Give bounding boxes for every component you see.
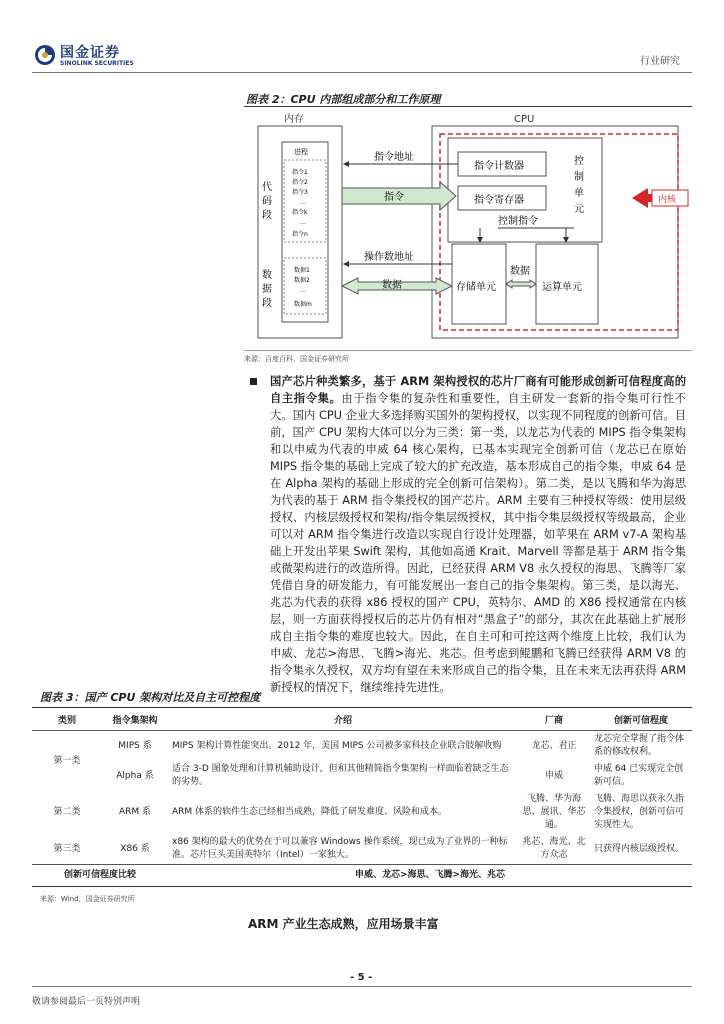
- table-row: [32, 834, 692, 865]
- cell-intro: ARM 体系的软件生态已经相当成熟，降低了研发难度、风险和成本。: [172, 807, 448, 817]
- paragraph-lead: 国产芯片种类繁多，基于 ARM 架构授权的芯片厂商有可能形成创新可信程度高的自主指令集。: [270, 375, 686, 405]
- control-unit-3: 单: [574, 188, 584, 199]
- ir-label: 指令寄存器: [474, 195, 524, 206]
- control-unit-1: 控: [574, 156, 584, 167]
- instr-3: 指令3: [292, 189, 308, 196]
- cell-trust: 申威 64 已实现完全创新可信。: [594, 764, 684, 787]
- cpu-architecture-table: [32, 709, 692, 887]
- data-seg-3: 段: [262, 298, 272, 309]
- instr-n: 指令n: [292, 231, 308, 238]
- cell-vendor: 飞腾、华为海思、展讯、华芯通。: [522, 794, 586, 830]
- instr-label: 指令: [384, 192, 404, 203]
- page-number: - 5 -: [350, 972, 373, 983]
- pc-label: 指令计数器: [474, 161, 524, 172]
- operand-addr-label: 操作数地址: [364, 252, 414, 263]
- code-seg-1: 代: [262, 182, 272, 193]
- data-label-2: 数据: [510, 266, 530, 277]
- instr-dots-2: …: [300, 219, 306, 226]
- figure-2-title: 图表 2：CPU 内部组成部分和工作原理: [246, 93, 441, 106]
- company-logo-icon: [34, 44, 56, 66]
- instr-1: 指令1: [292, 169, 308, 176]
- cpu-label: CPU: [514, 114, 535, 125]
- cell-category: 第二类: [53, 807, 81, 817]
- cell-trust: 只获得内核层级授权。: [594, 843, 685, 854]
- data-seg-1: 数: [262, 270, 272, 281]
- cell-vendor: 龙芯、君正: [531, 740, 577, 751]
- cell-trust: 飞腾、海思以获永久指令集授权，创新可信可实现性大。: [594, 794, 685, 830]
- table-header-row: [32, 709, 692, 731]
- code-seg-3: 段: [262, 210, 272, 221]
- cell-intro: 适合 3-D 图象处理和计算机辅助设计，但和其他精简指令集架构一样面临着缺乏生态的劣势。: [172, 764, 509, 787]
- table-summary-row: [32, 865, 692, 887]
- control-unit-4: 元: [574, 204, 584, 215]
- instr-k: 指令k: [292, 209, 308, 216]
- cell-arch: Alpha 系: [116, 770, 154, 781]
- data-seg-2: 据: [262, 284, 272, 295]
- data-label: 数据: [382, 280, 402, 291]
- figure-2-bottom-rule: [244, 350, 692, 351]
- body-paragraph: [270, 373, 686, 696]
- disclaimer-note: 敬请参阅最后一页特别声明: [32, 997, 141, 1007]
- col-header: 介绍: [168, 709, 518, 731]
- memory-label: 内存: [284, 114, 304, 125]
- cpu-diagram: [244, 108, 692, 348]
- core-label: 内核: [658, 195, 677, 205]
- header-divider: [32, 72, 692, 73]
- code-seg-2: 码: [262, 196, 272, 207]
- cell-intro: x86 架构的最大的优势在于可以兼容 Windows 操作系统，现已成为了业界的一种标准。芯片巨头美国英特尔（Intel）一家独大。: [172, 837, 508, 860]
- data-1: 数据1: [294, 267, 310, 274]
- cell-category: 第三类: [53, 843, 81, 854]
- process-label: 进程: [294, 148, 308, 156]
- bullet-square-icon: [250, 378, 257, 385]
- summary-label: 创新可信程度比较: [32, 865, 168, 887]
- table-row: [32, 731, 692, 762]
- section-subheading: ARM 产业生态成熟，应用场景丰富: [248, 917, 439, 931]
- storage-unit-label: 存储单元: [456, 282, 496, 293]
- alu-label: 运算单元: [542, 282, 582, 293]
- table-row: [32, 761, 692, 791]
- paragraph-body: 由于指令集的复杂性和重要性，自主研发一套新的指令集可行性不大。国内 CPU 企业大多选择购买国外的架构授权，以实现不同程度的创新可信。目前，国产 CPU 架构大体可以分为三类：第一类，以龙芯为代表的 MIPS 指令集架构和以申威为代表的申威 64 核心架构，已基本实现完全创新可信（龙芯已在原始 MIPS 指令集的基础上完成了较大的扩充改造，基本形成自己的指令集，申威 64 是在 Alpha 架构的基础上形成的完全创新可信架构）。第二类，是以飞腾和华为海思为代表的基于 ARM 指令集授权的国产芯片。ARM 主要有三种授权等级：使用层级授权、内核层级授权和架构/指令集层级授权，其中指令集层级授权等级最高，企业可以对 ARM 指令集进行改造以实现自行设计处理器，如苹果在 ARM v7-A 架构基础上开发出苹果 Swift 架构，其他如高通 Krait、Marvell 等都是基于 ARM 指令集或微架构进行的改造所得。因此，已经获得 ARM V8 永久授权的海思、飞腾等厂家凭借自身的研发能力，有可能发展出一套自己的指令集架构。第三类，是以海光、兆芯为代表的获得 x86 授权的国产 CPU，英特尔、AMD 的 X86 授权通常在内核层，则一方面获得授权后的芯片仍有相对“黑盒子”的部分，其次在此基础上扩展形成自主指令集的难度也较大。因此，在自主可和可控这两个维度上比较，我们认为申威、龙芯>海思、飞腾>海光、兆芯。但考虑到鲲鹏和飞腾已经获得 ARM V8 的指令集永久授权，双方均有望在未来形成自己的指令集，且在未来无法再获得 ARM 新授权的情况下，继续维持先进性。: [270, 392, 686, 694]
- data-2: 数据2: [294, 277, 310, 284]
- cell-arch: ARM 系: [118, 807, 152, 817]
- table-row: [32, 791, 692, 834]
- control-instr-label: 控制指令: [498, 216, 538, 227]
- figure-2-top-rule: [244, 106, 692, 107]
- col-header: 创新可信程度: [590, 709, 692, 731]
- cell-vendor: 兆芯、海光、北方众志: [522, 837, 586, 860]
- col-header: 指令集架构: [102, 709, 168, 731]
- instr-addr-label: 指令地址: [374, 152, 414, 163]
- data-dots: …: [300, 287, 306, 294]
- cell-vendor: 申威: [544, 770, 563, 781]
- summary-value: 申威、龙芯>海思、飞腾>海光、兆芯: [168, 865, 692, 887]
- figure-2-source: 来源：百度百科，国金证券研究所: [244, 355, 349, 363]
- table-3-title: 图表 3：国产 CPU 架构对比及自主可控程度: [40, 691, 261, 704]
- col-header: 厂商: [518, 709, 590, 731]
- cell-arch: X86 系: [120, 843, 150, 854]
- cell-category: 第一类: [53, 755, 81, 766]
- cell-intro: MIPS 架构计算性能突出。2012 年，美国 MIPS 公司被多家科技企业联合肢解收购: [172, 740, 502, 751]
- instr-dots-1: …: [300, 199, 306, 206]
- data-m: 数据m: [294, 301, 312, 308]
- company-name-en: SINOLINK SECURITIES: [60, 60, 134, 67]
- report-section-label: 行业研究: [640, 56, 680, 67]
- table-3-source: 来源：Wind，国金证券研究所: [40, 895, 135, 903]
- col-header: 类别: [32, 709, 102, 731]
- company-name-cn: 国金证券: [60, 45, 120, 61]
- cell-arch: MIPS 系: [118, 740, 152, 751]
- instr-2: 指令2: [292, 179, 308, 186]
- table-3-top-rule: [32, 707, 692, 708]
- control-unit-2: 制: [574, 172, 584, 183]
- cell-trust: 龙芯完全掌握了指令体系的修改权利。: [594, 734, 685, 757]
- footer-divider: [32, 986, 692, 987]
